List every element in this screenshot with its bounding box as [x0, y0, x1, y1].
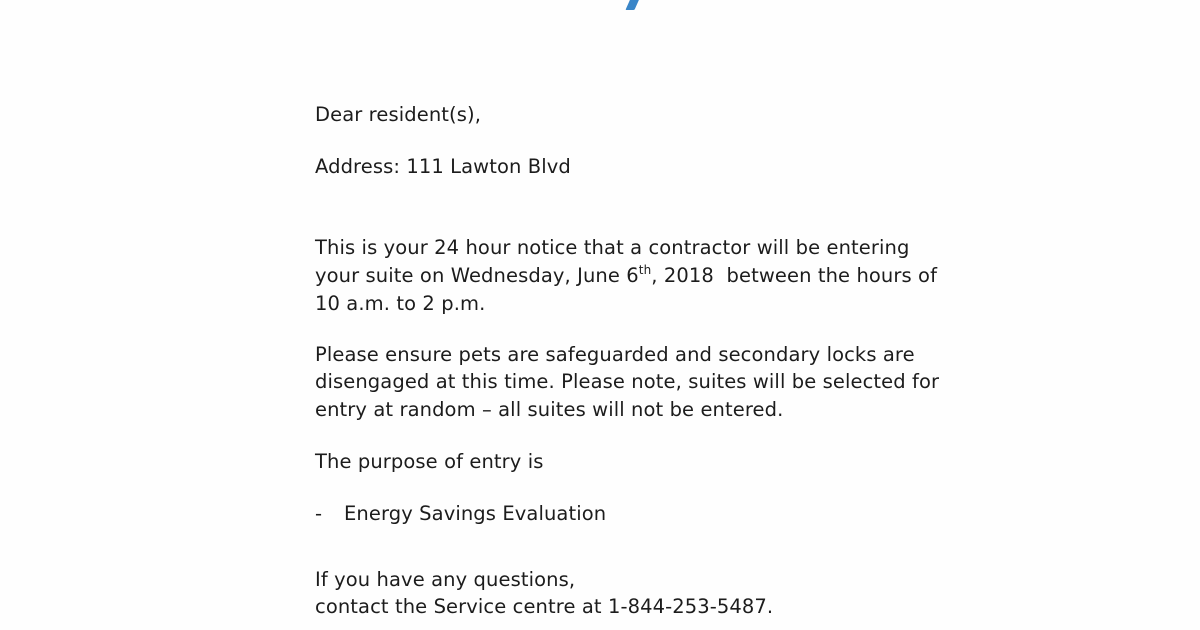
- notice-line-2: [315, 262, 937, 290]
- purpose-intro: The purpose of entry is: [315, 450, 544, 473]
- purpose-item-label: Energy Savings Evaluation: [344, 502, 607, 525]
- address-label: Address:: [315, 155, 401, 178]
- instructions-line-1: Please ensure pets are safeguarded and secondary locks are: [315, 343, 915, 366]
- address-value: 111 Lawton Blvd: [406, 155, 571, 178]
- notice-date-sup: th: [638, 263, 652, 277]
- contact-line-2: contact the Service centre at 1-844-253-5487.: [315, 595, 774, 618]
- contact-line-1: If you have any questions,: [315, 568, 576, 591]
- dash-bullet-icon: -: [315, 502, 323, 525]
- notice-line-3: 10 a.m. to 2 p.m.: [315, 292, 486, 315]
- logo-mark-icon: [625, 0, 641, 10]
- notice-line-1: This is your 24 hour notice that a contractor will be entering: [315, 236, 910, 259]
- salutation: Dear resident(s),: [315, 103, 481, 126]
- purpose-list-item: [315, 500, 606, 528]
- address-line: [315, 153, 571, 181]
- notice-date-pre: your suite on Wednesday, June 6: [315, 264, 639, 287]
- instructions-line-2: disengaged at this time. Please note, suites will be selected for: [315, 370, 940, 393]
- instructions-line-3: entry at random – all suites will not be entered.: [315, 398, 784, 421]
- notice-date-post: , 2018 between the hours of: [651, 264, 938, 287]
